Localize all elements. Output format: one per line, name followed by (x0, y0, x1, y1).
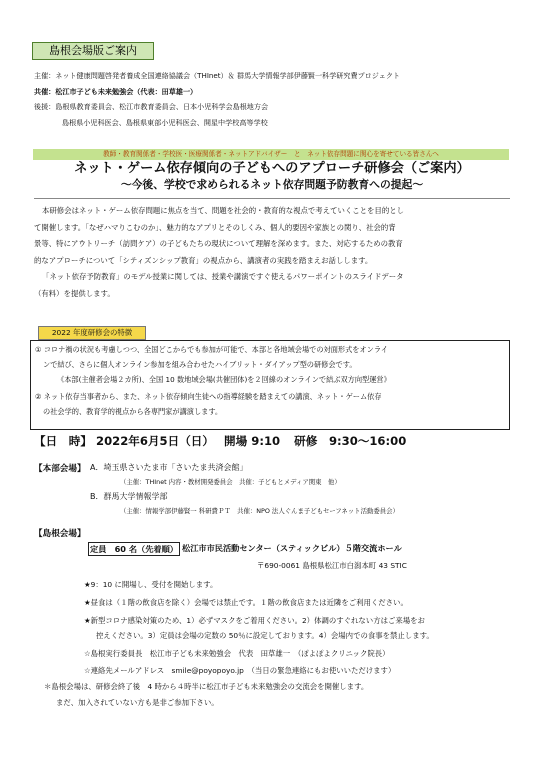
shimane-address: 〒690-0061 島根県松江市白潟本町 43 STIC (257, 561, 407, 570)
hq-label: 【本部会場】 (34, 464, 86, 474)
intro-line: て開催します。「なぜハマりこむのか」、魅力的なアプリとそのしくみ、個人的要因や家族との関り、社会的背 (34, 222, 396, 232)
schedule-line (34, 433, 406, 449)
hq-venue-b (90, 490, 168, 503)
feature-line: ② ネット依存当事者から、また、ネット依存傾向生徒への指導経験を踏まえての講演、ネット・ゲーム依存 (35, 392, 382, 401)
organizer-label: 主催： (34, 71, 56, 80)
supporters-line-1 (34, 101, 268, 112)
hq-b-mark: B． (90, 492, 104, 501)
hq-a-venue: 埼玉県さいたま市「さいたま共済会館」 (103, 463, 248, 472)
page-subtitle: ～今後、学校で求められるネット依存問題予防教育への提起～ (120, 178, 424, 191)
shimane-capacity: 定員 60 名（先着順） (88, 542, 180, 556)
features-box (30, 340, 510, 430)
shimane-note: 控えください。3）定員は会場の定数の 50％に設定しております。4）会場内での食事を禁止します。 (96, 631, 434, 640)
venue-tag: 島根会場版ご案内 (32, 42, 154, 60)
schedule-training: 研修 9:30～16:00 (294, 434, 407, 448)
shimane-note: ☆島根実行委員長 松江市子ども未来勉強会 代表 田草雄一 （ぽよぽよクリニック院長） (84, 649, 390, 658)
shimane-venue: 松江市市民活動センター（スティックビル）５階交流ホール (182, 543, 402, 553)
features-label: 2022 年度研修会の特徴 (38, 326, 146, 340)
intro-line: 本研修会はネット・ゲーム依存問題に焦点を当て、問題を社会的・教育的な視点で考えていくことを目的とし (42, 206, 404, 215)
co-organizer-line (34, 86, 197, 97)
supporters-text-1: 島根県教育委員会、松江市教育委員会、日本小児科学会島根地方会 (55, 102, 269, 111)
feature-line: ンで結び、さらに個人オンライン参加を組み合わせたハイブリット・ダイアップ型の研修会です。 (43, 360, 357, 369)
intro-line: （有料）を提供します。 (34, 288, 115, 298)
organizer-text: ネット健康問題啓発者養成全国連絡協議会（THInet）＆ 群馬大学情報学部伊藤賢一科学研究費プロジェクト (55, 71, 401, 80)
intro-line: 的なアプローチについて「シティズンシップ教育」の視点から、講演者の実践を踏まえお話しします。 (34, 255, 373, 265)
hq-b-venue: 群馬大学情報学部 (103, 492, 168, 501)
feature-line: 《本部(主催者会場２カ所)、全国 10 数地域会場(共催団体)を２回線のオンラインで結ぶ双方向型運営》 (57, 375, 391, 384)
hq-a-mark: A． (90, 463, 104, 472)
schedule-opening: 開場 9:10 (224, 434, 281, 448)
hq-venue-a (90, 461, 247, 474)
shimane-note: ★新型コロナ感染対策のため、1）必ずマスクをご着用ください。2）体調のすぐれない方はご来場をお (84, 616, 425, 625)
shimane-label: 【島根会場】 (34, 529, 86, 539)
co-organizer-label: 共催： (34, 87, 56, 96)
schedule-date: 2022年6月5日（日） (96, 434, 214, 448)
shimane-note: ★昼食は（１階の飲食店を除く）会場では禁止です。１階の飲食店または近隣をご利用ください。 (84, 598, 408, 607)
co-organizer-text: 松江市子ども未来勉強会（代表：田草雄一） (55, 87, 198, 96)
organizer-line (34, 70, 400, 81)
intro-paragraph (34, 203, 510, 302)
intro-line: 「ネット依存予防教育」のモデル授業に関しては、授業や講演ですぐ使えるパワーポイントのスライドデータ (42, 272, 404, 281)
shimane-contact: ☆連絡先メールアドレス smile@poyopoyo.jp （当日の緊急連絡にもお使いいただけます） (84, 666, 396, 675)
audience-banner: 教師・教育関係者・学校医・医療関係者・ネットアドバイザー と ネット依存問題に関心を寄せている皆さんへ (33, 149, 509, 160)
shimane-note: ＊島根会場は、研修会終了後 4 時から４時半に松江市子ども未来勉強会の交流会を開催します。 (44, 682, 369, 691)
page-title: ネット・ゲーム依存傾向の子どもへのアプローチ研修会（ご案内） (74, 161, 470, 176)
feature-line: の社会学的、教育学的視点から各専門家が講演します。 (43, 407, 223, 416)
feature-line: ① コロナ禍の状況も考慮しつつ、全国どこからでも参加が可能で、本部と各地域会場での対面形式をオンライ (35, 345, 389, 354)
shimane-note: まだ、加入されていない方も是非ご参加下さい。 (56, 698, 219, 707)
shimane-note: ★9：10 に開場し、受付を開始します。 (84, 580, 218, 589)
intro-line: 景等、特にアウトリーチ（訪問ケア）の子どもたちの現状について理解を深めます。また、対応するための教育 (34, 239, 403, 248)
title-divider (34, 198, 510, 199)
hq-a-note: （主催：THInet 内容・教材開発委員会 共催：子どもとメディア関東 他） (120, 478, 341, 486)
schedule-label: 【日 時】 (34, 434, 92, 448)
supporters-line-2: 島根県小児科医会、島根県東部小児科医会、開星中学校高等学校 (62, 118, 268, 127)
hq-b-note: （主催：情報学部伊藤賢一 科研費ＰＴ 共催：NPO 法人ぐんま子どもセーフネット活動委員会） (120, 507, 399, 515)
supporters-label: 後援： (34, 102, 56, 111)
